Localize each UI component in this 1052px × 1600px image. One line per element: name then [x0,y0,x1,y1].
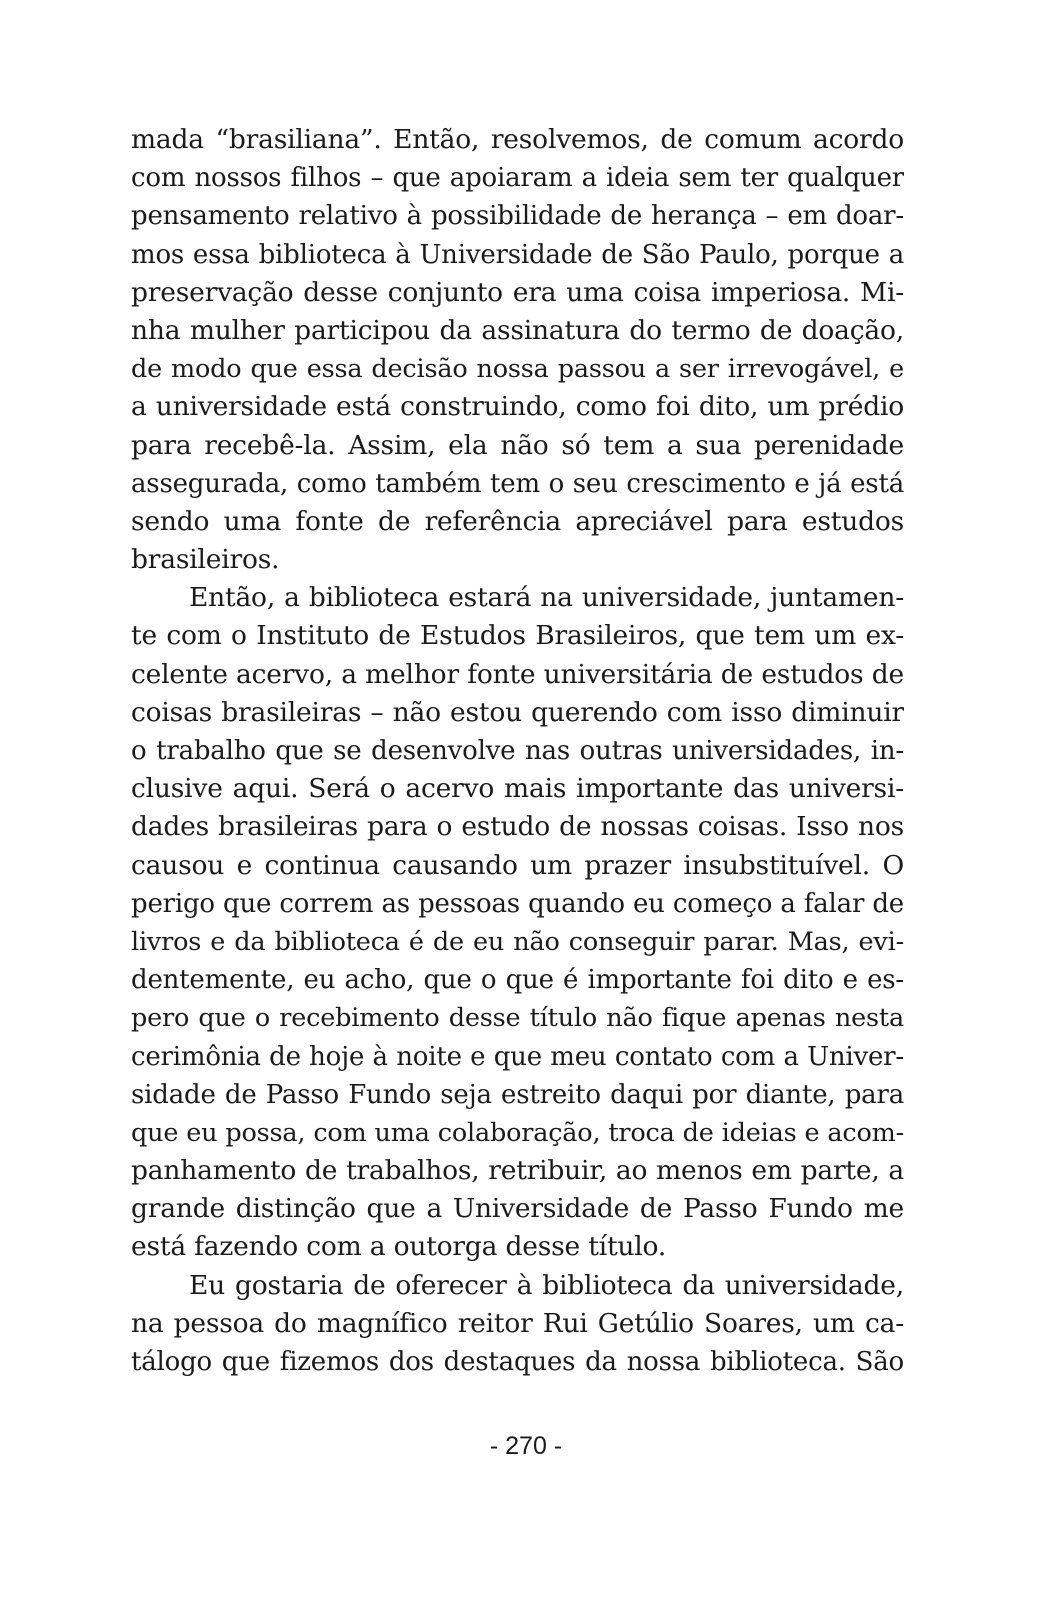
text-line: dades brasileiras para o estudo de nossas coisas. Isso nos [131,811,904,843]
paragraph-1 [131,121,904,579]
text-line: com nossos filhos – que apoiaram a ideia sem ter qualquer [131,163,904,194]
text-line: celente acervo, a melhor fonte universitária de estudos de [131,658,904,690]
page-number: - 270 - [489,1432,563,1460]
text-line: o trabalho que se desenvolve nas outras universidades, in- [131,736,904,766]
text-line: a universidade está construindo, como foi dito, um prédio [131,391,904,423]
text-line: Eu gostaria de oferecer à biblioteca da universidade, [189,1269,904,1301]
text-line: mos essa biblioteca à Universidade de São Paulo, porque a [131,239,904,270]
text-line: mada “brasiliana”. Então, resolvemos, de comum acordo [131,124,904,155]
text-line: dentemente, eu acho, que o que é importante foi dito e es- [131,965,904,996]
text-line: preservação desse conjunto era uma coisa imperiosa. Mi- [131,276,904,308]
text-line: nha mulher participou da assinatura do termo de doação, [131,314,904,346]
text-line: coisas brasileiras – não estou querendo com isso diminuir [131,696,904,728]
text-line: panhamento de trabalhos, retribuir, ao menos em parte, a [131,1155,904,1187]
text-line: sidade de Passo Fundo seja estreito daqui por diante, para [131,1079,904,1110]
text-line: pero que o recebimento desse título não fique apenas nesta [131,1003,904,1034]
text-line: causou e continua causando um prazer insubstituível. O [131,849,904,881]
text-line: clusive aqui. Será o acervo mais importante das universi- [131,773,904,805]
text-line: pensamento relativo à possibilidade de herança – em doar- [131,201,904,232]
paragraph-2 [131,579,904,1266]
text-line: está fazendo com a outorga desse título. [131,1231,667,1263]
text-line: grande distinção que a Universidade de Passo Fundo me [131,1193,904,1225]
text-line: brasileiros. [131,544,280,576]
text-line: livros e da biblioteca é de eu não conseguir parar. Mas, evi- [131,926,904,957]
text-line: de modo que essa decisão nossa passou a ser irrevogável, e [131,354,904,385]
text-line: cerimônia de hoje à noite e que meu contato com a Univer- [131,1041,904,1072]
text-line: sendo uma fonte de referência apreciável para estudos [131,505,904,537]
paragraph-3 [131,1267,904,1382]
text-line: para recebê-la. Assim, ela não só tem a sua perenidade [131,429,904,461]
text-line: tálogo que fizemos dos destaques da nossa biblioteca. São [131,1347,904,1377]
text-line: te com o Instituto de Estudos Brasileiros, que tem um ex- [131,620,904,652]
text-line: perigo que correm as pessoas quando eu começo a falar de [131,888,904,919]
text-line: assegurada, como também tem o seu crescimento e já está [131,468,904,499]
body-text [131,121,904,1381]
text-line: que eu possa, com uma colaboração, troca de ideias e acom- [131,1117,904,1148]
text-line: Então, a biblioteca estará na universidade, juntamen- [189,582,904,614]
text-line: na pessoa do magnífico reitor Rui Getúlio Soares, um ca- [131,1307,904,1339]
